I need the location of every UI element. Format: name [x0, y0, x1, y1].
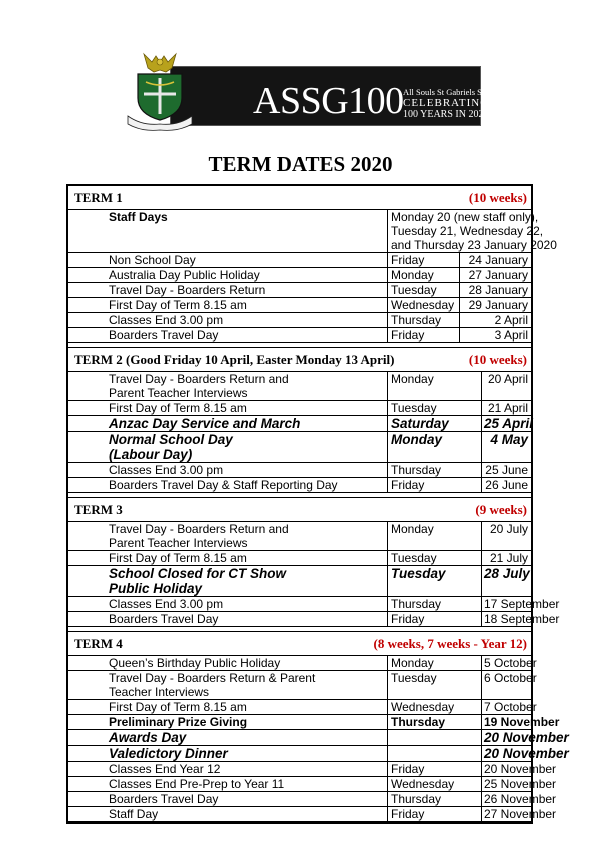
event-name-line-2: Parent Teacher Interviews — [109, 386, 248, 400]
date-cell: 29 January — [459, 298, 531, 313]
day-cell: Friday — [388, 612, 482, 627]
date-cell: 20 November — [482, 746, 532, 762]
table-row — [68, 401, 531, 416]
term-name: TERM 1 — [74, 189, 123, 205]
event-name-line-2: Parent Teacher Interviews — [109, 536, 248, 550]
date-cell: 20 November — [482, 762, 532, 777]
term-name: TERM 3 — [74, 501, 123, 517]
day-cell: Saturday — [388, 416, 482, 432]
table-row — [68, 283, 531, 298]
day-cell: Thursday — [388, 792, 482, 807]
day-cell: Friday — [388, 478, 482, 493]
school-crest-icon — [122, 48, 198, 134]
event-cell — [68, 730, 388, 746]
term-weeks: (8 weeks, 7 weeks - Year 12) — [373, 635, 527, 651]
event-cell — [68, 298, 388, 313]
event-name: First Day of Term 8.15 am — [109, 298, 247, 312]
event-name: Anzac Day Service and March — [109, 416, 301, 431]
table-row — [68, 715, 531, 730]
event-name: Awards Day — [109, 730, 187, 745]
date-cell: 6 October — [482, 671, 532, 700]
day-cell: Tuesday — [388, 401, 482, 416]
term-name: TERM 4 — [74, 635, 123, 651]
table-row — [68, 372, 531, 401]
logo-brand: ASSG100 — [253, 80, 404, 122]
term-rows — [68, 210, 557, 343]
event-cell — [68, 328, 388, 343]
event-cell — [68, 416, 388, 432]
event-name-line-2: (Labour Day) — [109, 447, 193, 462]
event-cell — [68, 432, 388, 463]
date-cell: 27 November — [482, 807, 532, 822]
day-cell: Friday — [388, 253, 460, 268]
event-name: Boarders Travel Day — [109, 612, 219, 626]
date-cell: 20 July — [482, 522, 532, 551]
event-name: First Day of Term 8.15 am — [109, 401, 247, 415]
day-cell: Thursday — [388, 715, 482, 730]
date-cell: 4 May — [482, 432, 532, 463]
staff-days-note — [388, 210, 557, 253]
term-header — [68, 632, 531, 656]
event-name: Preliminary Prize Giving — [109, 715, 248, 729]
term-rows — [68, 656, 569, 822]
date-cell: 7 October — [482, 700, 532, 715]
event-name: Classes End 3.00 pm — [109, 597, 224, 611]
event-cell — [68, 372, 388, 401]
table-row — [68, 210, 531, 253]
term-weeks: (9 weeks) — [475, 501, 527, 517]
event-cell — [68, 313, 388, 328]
day-cell: Monday — [388, 372, 482, 401]
logo-tagline-years: 100 YEARS IN 2020 — [403, 109, 489, 120]
event-name: Classes End Year 12 — [109, 762, 221, 776]
day-cell: Thursday — [388, 597, 482, 612]
event-cell — [68, 746, 388, 762]
event-name: First Day of Term 8.15 am — [109, 700, 247, 714]
day-cell: Thursday — [388, 313, 460, 328]
note-line: and Thursday 23 January 2020 — [391, 238, 557, 252]
event-name-line-2: Public Holiday — [109, 581, 203, 596]
table-row — [68, 792, 531, 807]
day-cell: Friday — [388, 328, 460, 343]
table-row — [68, 612, 531, 627]
note-line: Monday 20 (new staff only), — [391, 210, 539, 224]
logo-tagline-school: All Souls St Gabriels School — [403, 87, 501, 97]
table-row — [68, 268, 531, 283]
event-name: Travel Day - Boarders Return and — [109, 522, 289, 536]
event-name: Boarders Travel Day — [109, 328, 219, 342]
event-name: Classes End Pre-Prep to Year 11 — [109, 777, 285, 791]
event-name: Travel Day - Boarders Return & Parent — [109, 671, 316, 685]
event-cell — [68, 478, 388, 493]
event-name: Boarders Travel Day & Staff Reporting Day — [109, 478, 338, 492]
date-cell: 24 January — [459, 253, 531, 268]
day-cell: Monday — [388, 268, 460, 283]
term-header — [68, 348, 531, 372]
event-name: Non School Day — [109, 253, 196, 267]
date-cell: 5 October — [482, 656, 532, 671]
date-cell: 28 July — [482, 566, 532, 597]
day-cell: Tuesday — [388, 551, 482, 566]
day-cell: Tuesday — [388, 566, 482, 597]
logo-tagline — [403, 87, 523, 120]
event-cell — [68, 283, 388, 298]
date-cell: 27 January — [459, 268, 531, 283]
day-cell: Monday — [388, 656, 482, 671]
event-name: Classes End 3.00 pm — [109, 313, 224, 327]
term-header — [68, 186, 531, 210]
day-cell: Friday — [388, 807, 482, 822]
event-cell — [68, 792, 388, 807]
table-row — [68, 566, 531, 597]
table-row — [68, 746, 531, 762]
term-rows — [68, 372, 534, 493]
term-name: TERM 2 (Good Friday 10 April, Easter Monday 13 April) — [74, 351, 395, 367]
day-cell: Tuesday — [388, 283, 460, 298]
date-cell: 26 June — [482, 478, 532, 493]
day-cell — [388, 746, 482, 762]
date-cell: 18 September — [482, 612, 532, 627]
event-name: Staff Days — [109, 210, 168, 224]
event-cell — [68, 656, 388, 671]
day-cell: Monday — [388, 522, 482, 551]
table-row — [68, 328, 531, 343]
date-cell: 2 April — [459, 313, 531, 328]
table-row — [68, 313, 531, 328]
table-row — [68, 253, 531, 268]
table-row — [68, 730, 531, 746]
term-rows — [68, 522, 560, 627]
school-logo — [122, 48, 501, 134]
date-cell: 17 September — [482, 597, 532, 612]
event-cell — [68, 612, 388, 627]
day-cell: Wednesday — [388, 298, 460, 313]
event-cell — [68, 401, 388, 416]
date-cell: 28 January — [459, 283, 531, 298]
table-row — [68, 463, 531, 478]
date-cell: 21 April — [482, 401, 532, 416]
term-dates-table — [66, 184, 569, 824]
date-cell: 20 November — [482, 730, 532, 746]
event-cell — [68, 777, 388, 792]
event-name: Classes End 3.00 pm — [109, 463, 224, 477]
table-row — [68, 416, 531, 432]
table-row — [68, 700, 531, 715]
event-cell — [68, 762, 388, 777]
page-title: TERM DATES 2020 — [208, 152, 393, 176]
table-row — [68, 807, 531, 822]
day-cell — [388, 730, 482, 746]
event-cell — [68, 700, 388, 715]
logo-banner — [170, 66, 501, 126]
table-row — [68, 597, 531, 612]
event-cell — [68, 522, 388, 551]
day-cell: Wednesday — [388, 777, 482, 792]
event-name: School Closed for CT Show — [109, 566, 287, 581]
event-name-line-2: Teacher Interviews — [109, 685, 210, 699]
day-cell: Thursday — [388, 463, 482, 478]
date-cell: 3 April — [459, 328, 531, 343]
event-cell — [68, 551, 388, 566]
day-cell: Monday — [388, 432, 482, 463]
day-cell: Friday — [388, 762, 482, 777]
date-cell: 25 November — [482, 777, 532, 792]
event-name: Travel Day - Boarders Return and — [109, 372, 289, 386]
date-cell: 25 April — [482, 416, 532, 432]
table-row — [68, 478, 531, 493]
event-name: Queen’s Birthday Public Holiday — [109, 656, 281, 670]
table-row — [68, 298, 531, 313]
event-cell — [68, 597, 388, 612]
event-name: Valedictory Dinner — [109, 746, 228, 761]
logo-tagline-celebrating: CELEBRATING — [403, 97, 490, 109]
event-name: Australia Day Public Holiday — [109, 268, 260, 282]
table-row — [68, 522, 531, 551]
date-cell: 19 November — [482, 715, 532, 730]
event-cell — [68, 463, 388, 478]
event-name: First Day of Term 8.15 am — [109, 551, 247, 565]
day-cell: Wednesday — [388, 700, 482, 715]
event-name: Boarders Travel Day — [109, 792, 219, 806]
event-cell — [68, 268, 388, 283]
term-weeks: (10 weeks) — [468, 351, 527, 367]
table-row — [68, 432, 531, 463]
date-cell: 20 April — [482, 372, 532, 401]
term-weeks: (10 weeks) — [468, 189, 527, 205]
event-name: Normal School Day — [109, 432, 233, 447]
event-cell — [68, 671, 388, 700]
event-cell — [68, 807, 388, 822]
date-cell: 21 July — [482, 551, 532, 566]
date-cell: 25 June — [482, 463, 532, 478]
note-line: Tuesday 21, Wednesday 22, — [391, 224, 544, 238]
table-row — [68, 671, 531, 700]
table-row — [68, 762, 531, 777]
event-cell — [68, 210, 388, 253]
table-row — [68, 777, 531, 792]
table-row — [68, 551, 531, 566]
event-cell — [68, 715, 388, 730]
date-cell: 26 November — [482, 792, 532, 807]
event-cell — [68, 566, 388, 597]
term-header — [68, 498, 531, 522]
day-cell: Tuesday — [388, 671, 482, 700]
event-name: Staff Day — [109, 807, 159, 821]
event-name: Travel Day - Boarders Return — [109, 283, 266, 297]
event-cell — [68, 253, 388, 268]
table-row — [68, 656, 531, 671]
